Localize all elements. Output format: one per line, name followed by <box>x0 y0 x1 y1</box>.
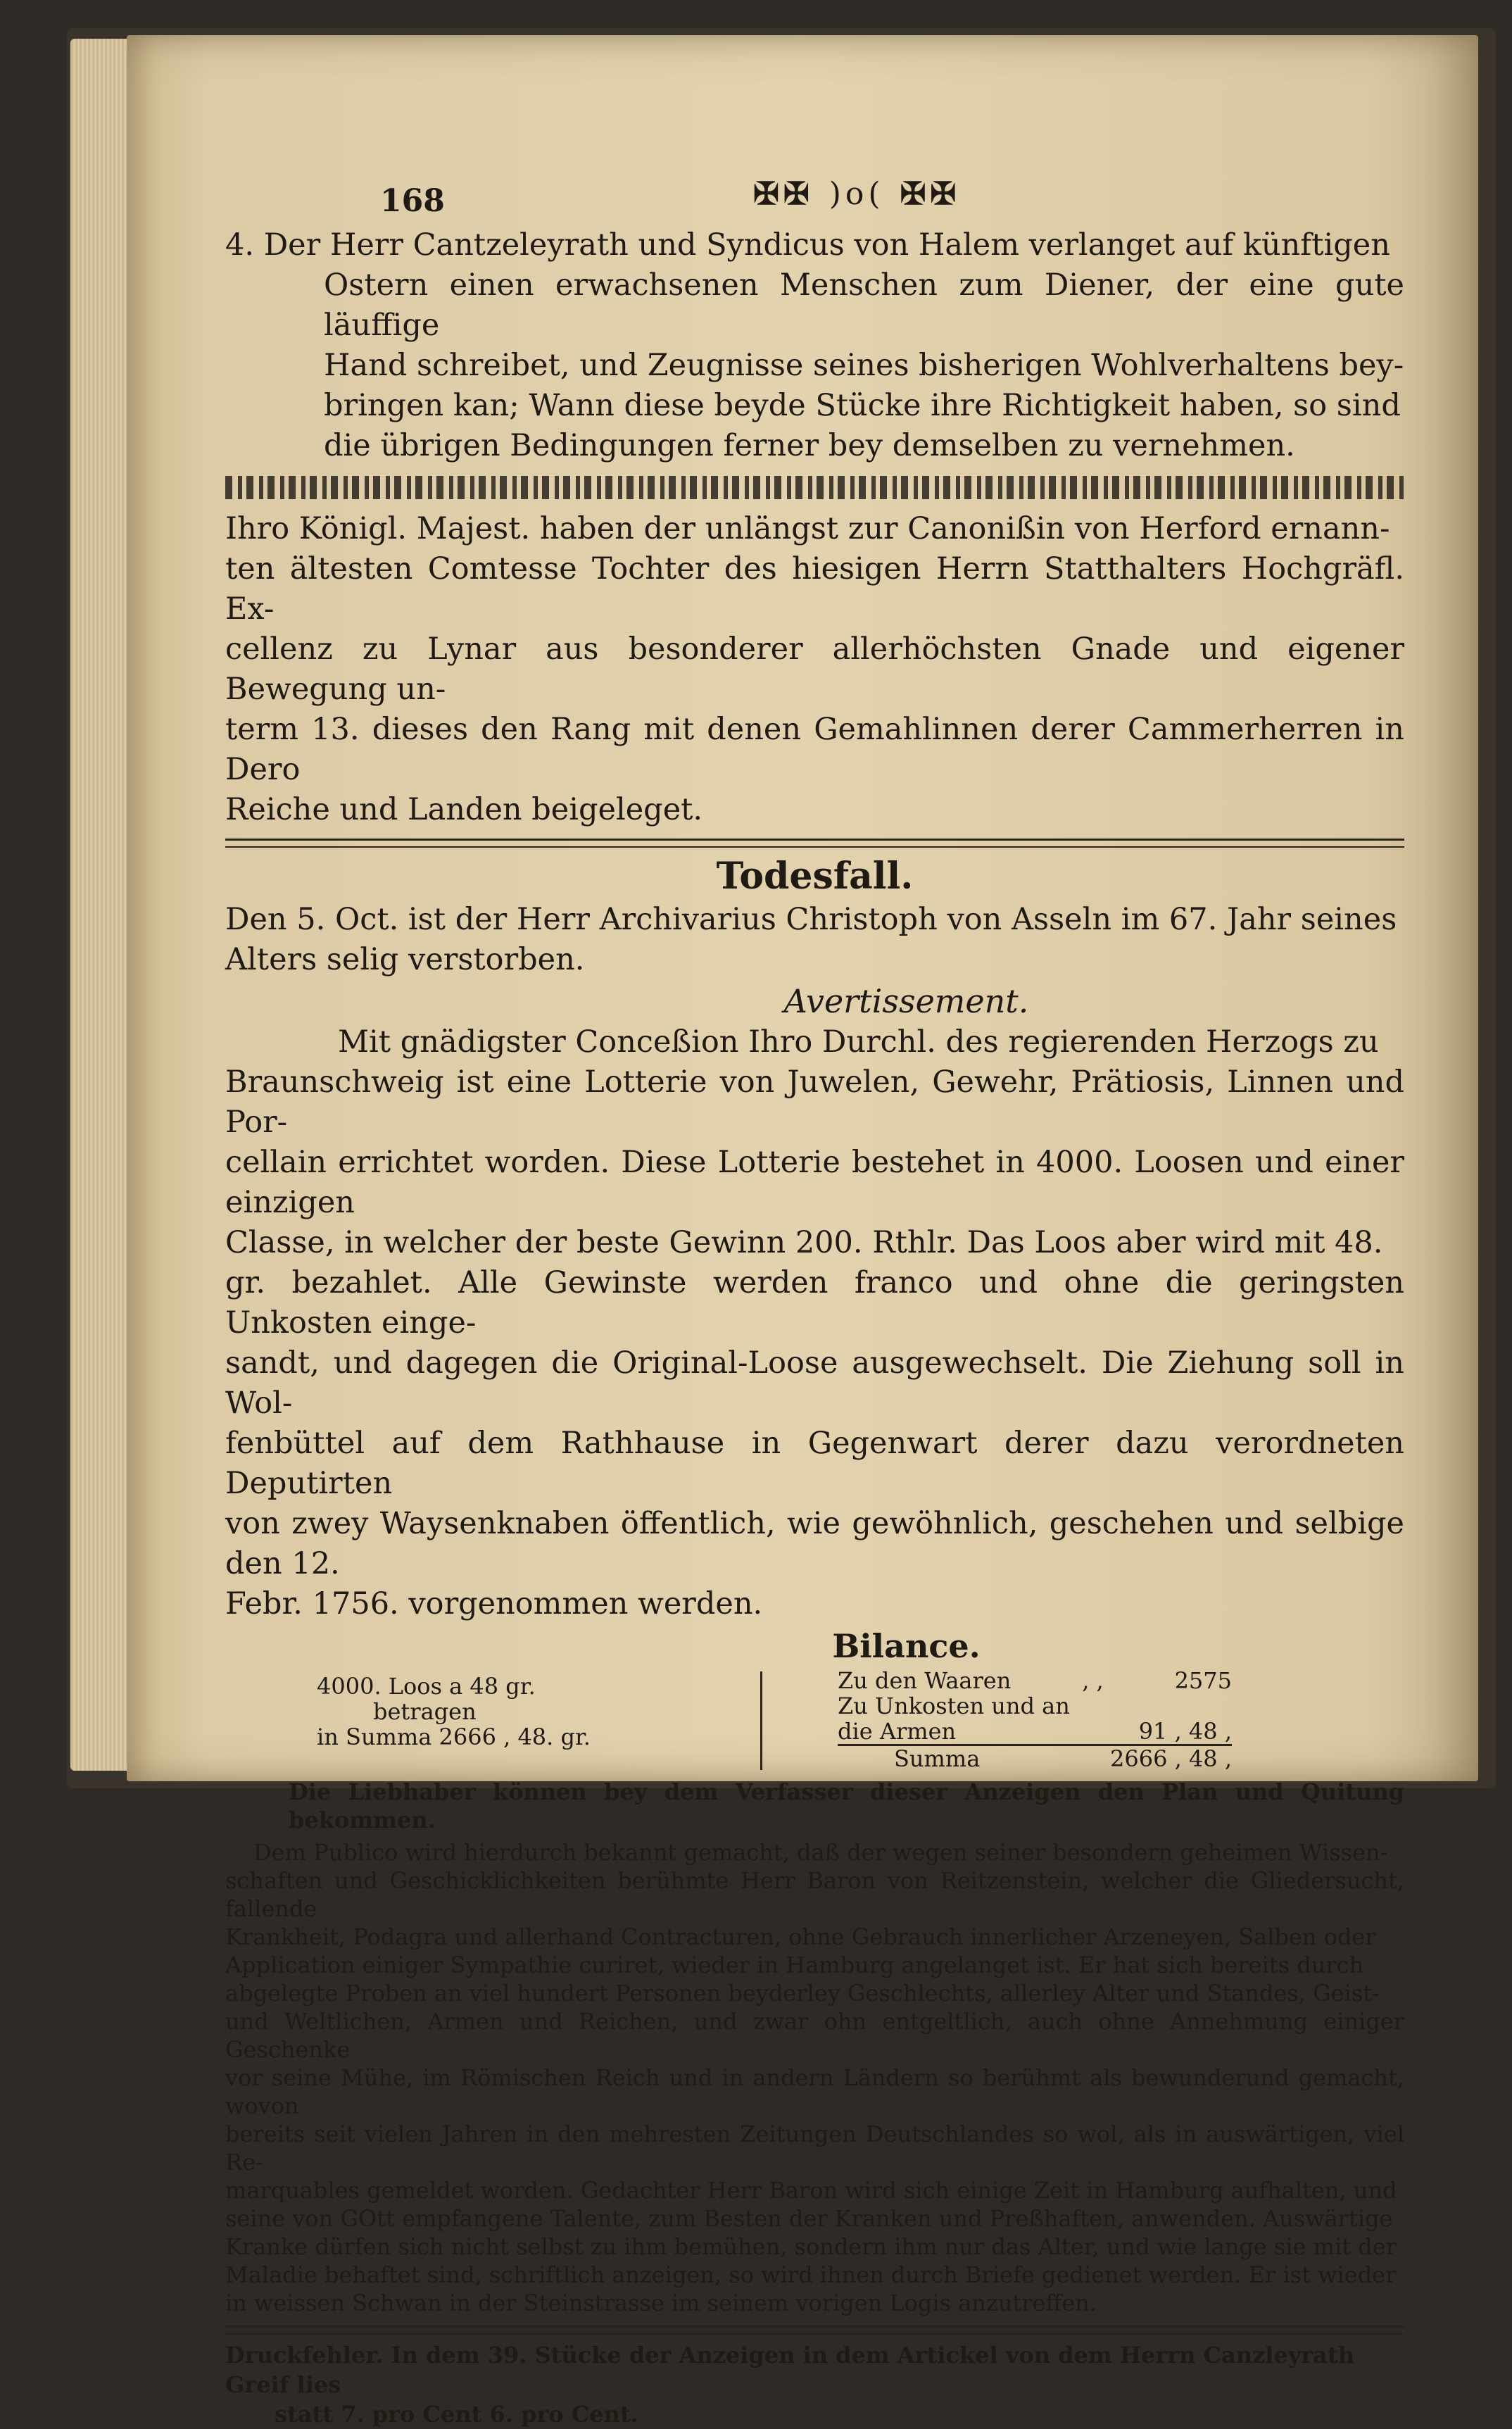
page-content <box>225 176 1404 2429</box>
decorative-border <box>225 476 1404 499</box>
avertissement-heading: Avertissement. <box>783 982 1029 1020</box>
reitzenstein-line: marquables gemeldet worden. Gedachter Herr Baron wird sich einige Zeit in Hamburg aufhalten, und <box>225 2177 1397 2204</box>
ornament-text: )o( <box>829 176 885 212</box>
royal-notice-line: Reiche und Landen beigeleget. <box>225 792 703 827</box>
ornament-left-icon: ✠✠ <box>753 176 814 212</box>
bilance-left-line: 4000. Loos a 48 gr. <box>317 1673 536 1700</box>
todesfall-heading: Todesfall. <box>716 855 914 898</box>
bilance-heading: Bilance. <box>832 1627 981 1665</box>
bilance-left <box>317 1674 619 1750</box>
druckfehler-line: statt 7. pro Cent 6. pro Cent. <box>275 2401 638 2428</box>
bilance-divider <box>760 1671 762 1770</box>
avertissement-line: Braunschweig ist eine Lotterie von Juwelen, Gewehr, Prätiosis, Linnen und Por- <box>225 1065 1404 1140</box>
reitzenstein-line: abgelegte Proben an viel hundert Personen beyderley Geschlechts, allerley Alter und Standes, Geist- <box>225 1980 1380 2007</box>
notice-4-line: bringen kan; Wann diese beyde Stücke ihre Richtigkeit haben, so sind <box>324 388 1401 423</box>
notice-4-line: die übrigen Bedingungen ferner bey demselben zu vernehmen. <box>324 428 1295 463</box>
druckfehler-line: Druckfehler. In dem 39. Stücke der Anzeigen in dem Artickel von dem Herrn Canzleyrath Greif lies <box>225 2342 1354 2398</box>
reitzenstein-line: seine von GOtt empfangene Talente, zum Besten der Kranken und Preßhaften, anwenden. Auswärtige <box>225 2205 1393 2232</box>
reitzenstein-line: bereits seit vielen Jahren in den mehresten Zeitungen Deutschlandes so wol, als in auswärtigen, viel Re- <box>225 2121 1404 2176</box>
avertissement-line: Mit gnädigster Conceßion Ihro Durchl. des regierenden Herzogs zu <box>338 1024 1379 1060</box>
druckfehler <box>225 2340 1404 2429</box>
bilance-row <box>838 1693 1232 1719</box>
royal-notice <box>225 509 1404 830</box>
reitzenstein-notice <box>225 1838 1404 2317</box>
page-number: 168 <box>380 183 445 219</box>
avertissement-line: sandt, und dagegen die Original-Loose ausgewechselt. Die Ziehung soll in Wol- <box>225 1345 1404 1421</box>
notice-4-line: Hand schreibet, und Zeugnisse seines bisherigen Wohlverhaltens bey- <box>324 348 1404 383</box>
notice-4 <box>225 225 1404 466</box>
notice-4-line: 4. Der Herr Cantzeleyrath und Syndicus von Halem verlanget auf künftigen <box>225 227 1390 263</box>
avertissement-line: Febr. 1756. vorgenommen werden. <box>225 1586 763 1621</box>
avertissement-line: fenbüttel auf dem Rathhause in Gegenwart derer dazu verordneten Deputirten <box>225 1426 1404 1501</box>
bilance-left-line: betragen <box>373 1698 477 1725</box>
todesfall-section <box>225 853 1404 980</box>
liebhaber-note: Die Liebhaber können bey dem Verfasser dieser Anzeigen den Plan und Quitung bekommen. <box>289 1778 1404 1833</box>
bilance-row <box>838 1668 1232 1693</box>
bilance-summa-label: Summa <box>894 1745 981 1772</box>
header-ornament <box>753 176 960 212</box>
avertissement-section <box>225 980 1404 1624</box>
reitzenstein-line: Dem Publico wird hierdurch bekannt gemacht, daß der wegen seiner besondern geheimen Wissen- <box>253 1839 1388 1866</box>
reitzenstein-line: in weissen Schwan in der Steinstrasse im seinem vorigen Logis anzutreffen. <box>225 2290 1097 2316</box>
todesfall-line: Alters selig verstorben. <box>225 942 585 977</box>
reitzenstein-line: Maladie behaftet sind, schriftlich anzeigen, so wird ihnen durch Briefe gedienet werden. Er ist wieder <box>225 2261 1397 2288</box>
bilance-summa <box>838 1746 1232 1771</box>
avertissement-line: gr. bezahlet. Alle Gewinste werden franco und ohne die geringsten Unkosten einge- <box>225 1265 1404 1341</box>
avertissement-line: Classe, in welcher der beste Gewinn 200. Rthlr. Das Loos aber wird mit 48. <box>225 1225 1383 1260</box>
bilance-row-label: Zu den Waaren <box>838 1667 1012 1694</box>
reitzenstein-line: schaften und Geschicklichkeiten berühmte Herr Baron von Reitzenstein, welcher die Gliedersucht, fallende <box>225 1867 1404 1922</box>
bilance-right <box>838 1668 1232 1771</box>
page-header <box>225 176 1404 225</box>
royal-notice-line: cellenz zu Lynar aus besonderer allerhöchsten Gnade und eigener Bewegung un- <box>225 632 1404 707</box>
bilance-summa-value: 2666 , 48 , <box>1109 1745 1232 1772</box>
avertissement-line: von zwey Waysenknaben öffentlich, wie gewöhnlich, geschehen und selbige den 12. <box>225 1506 1404 1581</box>
bilance-row-label: Zu Unkosten und an <box>838 1693 1070 1719</box>
ornament-right-icon: ✠✠ <box>900 176 961 212</box>
royal-notice-line: ten ältesten Comtesse Tochter des hiesigen Herrn Statthalters Hochgräfl. Ex- <box>225 551 1404 627</box>
todesfall-text <box>225 900 1404 980</box>
royal-notice-line: Ihro Königl. Majest. haben der unlängst zur Canonißin von Herford ernann- <box>225 511 1390 546</box>
bilance-row <box>838 1719 1232 1746</box>
avertissement-text <box>225 1022 1404 1624</box>
bilance-row-dots: , , <box>1082 1667 1104 1694</box>
bilance-left-line: in Summa 2666 , 48. gr. <box>317 1724 591 1750</box>
avertissement-line: cellain errichtet worden. Diese Lotterie bestehet in 4000. Loosen und einer einzigen <box>225 1145 1404 1220</box>
reitzenstein-line: und Weltlichen, Armen und Reichen, und zwar ohn entgeltlich, auch ohne Annehmung einiger Geschenke <box>225 2008 1404 2063</box>
reitzenstein-line: Krankheit, Podagra und allerhand Contracturen, ohne Gebrauch innerlicher Arzeneyen, Salben oder <box>225 1923 1376 1950</box>
royal-notice-line: term 13. dieses den Rang mit denen Gemahlinnen derer Cammerherren in Dero <box>225 712 1404 787</box>
todesfall-line: Den 5. Oct. ist der Herr Archivarius Christoph von Asseln im 67. Jahr seines <box>225 902 1397 937</box>
notice-4-line: Ostern einen erwachsenen Menschen zum Diener, der eine gute läuffige <box>324 268 1404 343</box>
reitzenstein-line: Kranke dürfen sich nicht selbst zu ihm bemühen, sondern ihm nur das Alter, und wie lange sie mit der <box>225 2233 1397 2260</box>
footer-divider <box>225 2326 1404 2335</box>
reitzenstein-line: Application einiger Sympathie curiret, wieder in Hamburg angelanget ist. Er hat sich bereits durch <box>225 1952 1364 1978</box>
bilance-row-value: 91 , 48 , <box>1138 1718 1232 1745</box>
bilance-row-value: 2575 <box>1174 1667 1232 1694</box>
bilance-row-label: die Armen <box>838 1718 957 1745</box>
reitzenstein-line: vor seine Mühe, im Römischen Reich und in andern Ländern so berühmt als bewunderund gemacht, wovon <box>225 2064 1404 2119</box>
section-divider <box>225 839 1404 848</box>
bilance-table <box>225 1668 1404 1774</box>
